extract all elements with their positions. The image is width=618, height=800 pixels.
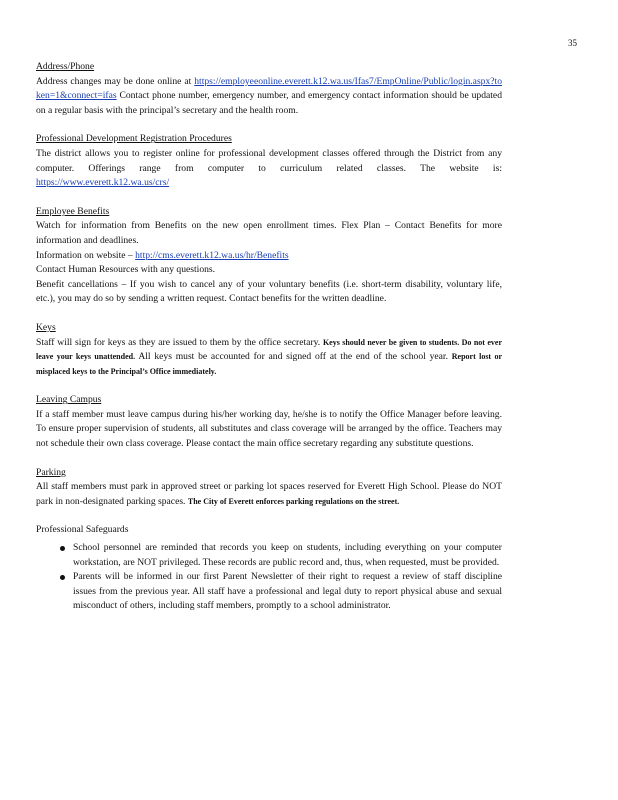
parking-enforcement-notice: The City of Everett enforces parking regulations on the street.: [187, 496, 400, 506]
course-registration-link[interactable]: https://www.everett.k12.wa.us/crs/: [36, 177, 170, 189]
keys-report-notice: Report lost or misplaced keys to the Principal’s Office immediately.: [36, 352, 503, 376]
list-item: School personnel are reminded that records you keep on students, including everything on your computer workstation, are NOT privileged. These records are public record and, thus, when requested, must be provided.: [73, 541, 502, 570]
section-heading: Employee Benefits: [36, 205, 110, 217]
section-employee-benefits: [36, 205, 502, 307]
section-text: If a staff member must leave campus during his/her working day, he/she is to notify the Office Manager before leaving. To ensure proper supervision of students, all substitutes and class coverage will be arranged by the office. Teachers may not schedule their own class coverage. Please contact the main office secretary regarding any substitute questions.: [36, 408, 502, 450]
section-text: Contact Human Resources with any questions.: [36, 264, 216, 276]
section-text: Address changes may be done online at https://employeeonline.everett.k12.wa.us/Ifas7/EmpOnline/Public/login.aspx?token=1&connect=ifas Contact phone number, emergency number, and emergency contact information should be updated on a regular basis with the principal’s secretary and the health room.: [36, 75, 502, 116]
employee-online-link[interactable]: https://employeeonline.everett.k12.wa.us/Ifas7/EmpOnline/Public/login.aspx?token=1&connect=ifas: [36, 75, 502, 102]
section-heading: Address/Phone: [36, 61, 95, 72]
section-parking: [36, 466, 502, 510]
section-text: Staff will sign for keys as they are issued to them by the office secretary. Keys should never be given to students. Do not ever leave your keys unattended. All keys must be accounted for and signed off at the end of the school year. Report lost or misplaced keys to the Principal’s Office immediately.: [36, 336, 503, 376]
keys-warning: Keys should never be given to students. Do not ever leave your keys unattended.: [36, 337, 502, 362]
page-number: 35: [568, 38, 577, 48]
document-body: [36, 60, 502, 628]
safeguards-list: [36, 541, 502, 614]
section-text: Information on website – http://cms.everett.k12.wa.us/hr/Benefits: [36, 249, 289, 261]
section-heading: Professional Safeguards: [36, 524, 129, 536]
benefits-link[interactable]: http://cms.everett.k12.wa.us/hr/Benefits: [135, 249, 289, 261]
section-professional-safeguards: [36, 523, 502, 614]
section-professional-development: [36, 132, 502, 190]
section-text: The district allows you to register online for professional development classes offered through the District from any computer. Offerings range from computer to curriculum related classes. The website is: https://www.everett.k12.wa.us/crs/: [36, 147, 502, 189]
section-text: Benefit cancellations – If you wish to cancel any of your voluntary benefits (i.e. short-term disability, voluntary life, etc.), you may do so by sending a written request. Contact benefits for the written deadline.: [36, 278, 502, 305]
section-heading: Leaving Campus: [36, 394, 102, 406]
section-text: All staff members must park in approved street or parking lot spaces reserved for Everett High School. Please do NOT park in non-designated parking spaces. The City of Everett enforces parking regulations on the street.: [36, 481, 502, 507]
section-keys: [36, 321, 502, 379]
list-item: Parents will be informed in our first Parent Newsletter of their right to request a review of staff discipline issues from the previous year. All staff have a professional and legal duty to report physical abuse and sexual misconduct of others, including staff members, promptly to a school administrator.: [73, 570, 502, 614]
section-address-phone: [36, 60, 502, 118]
section-text: Watch for information from Benefits on the new open enrollment times. Flex Plan – Contact Benefits for more information and deadlines.: [36, 220, 502, 246]
section-heading: Keys: [36, 321, 56, 333]
section-heading: Professional Development Registration Procedures: [36, 133, 232, 145]
section-heading: Parking: [36, 466, 66, 478]
section-leaving-campus: [36, 393, 502, 451]
